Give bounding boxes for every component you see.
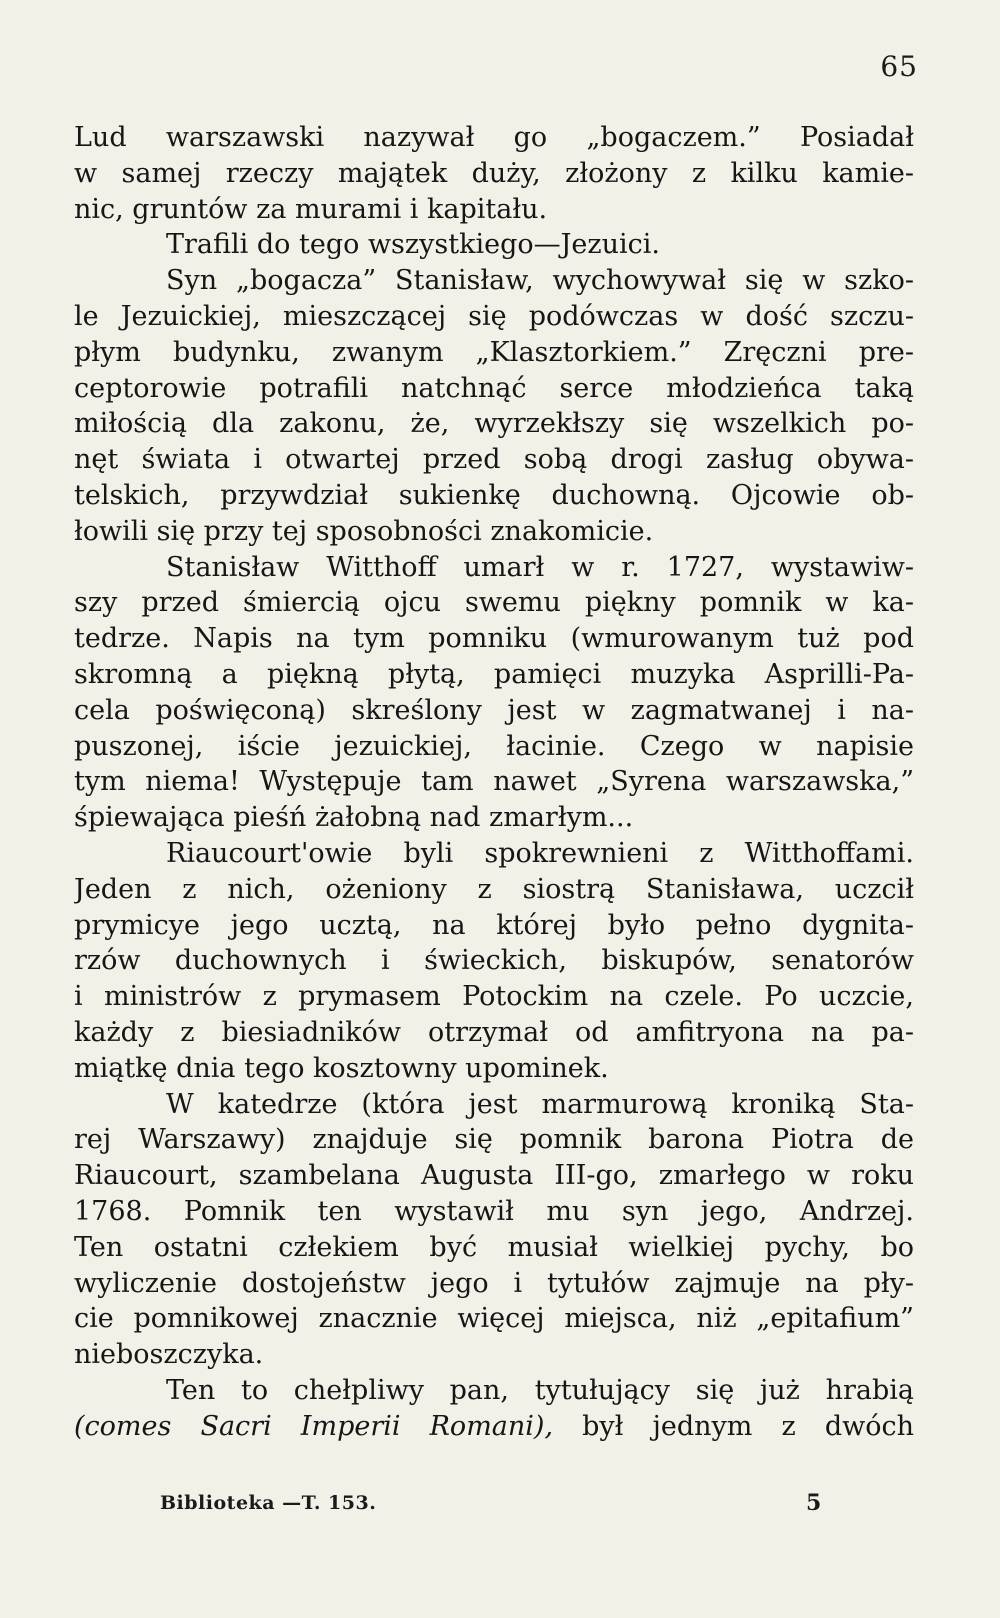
text-line: cela poświęconą) skreślony jest w zagmatwanej i na- (74, 694, 914, 726)
text-line: Lud warszawski nazywał go „bogaczem.” Posiadał (74, 122, 914, 153)
text-line: każdy z biesiadników otrzymał od amfitryona na pa- (74, 1016, 914, 1048)
footer-signature: Biblioteka —T. 153. (160, 1492, 377, 1514)
body-text (74, 120, 914, 1444)
text-line: telskich, przywdział sukienkę duchowną. Ojcowie ob- (74, 479, 914, 511)
footer-sheet-number: 5 (806, 1490, 822, 1516)
text-line: le Jezuickiej, mieszczącej się podówczas w dość szczu- (74, 300, 914, 332)
text-line: cie pomnikowej znacznie więcej miejsca, niż „epitafium” (74, 1303, 914, 1335)
text-line: tym niema! Występuje tam nawet „Syrena warszawska,” (74, 766, 914, 798)
text-line: tedrze. Napis na tym pomniku (wmurowanym tuż pod (74, 623, 914, 655)
text-line: łowili się przy tej sposobności znakomicie. (74, 515, 654, 547)
text-line: Ten ostatni człekiem być musiał wielkiej pychy, bo (74, 1231, 914, 1263)
text-line: W katedrze (która jest marmurową kroniką Sta- (166, 1088, 914, 1120)
text-line: Ten to chełpliwy pan, tytułujący się już hrabią (166, 1374, 914, 1406)
text-line: skromną a piękną płytą, pamięci muzyka Asprilli-Pa- (74, 658, 914, 690)
text-line: rzów duchownych i świeckich, biskupów, senatorów (74, 945, 914, 977)
text-line: nęt świata i otwartej przed sobą drogi zasług obywa- (74, 444, 914, 476)
italic-latin-title: (comes Sacri Imperii Romani), (74, 1410, 554, 1442)
text-line: Riaucourt'owie byli spokrewnieni z Witthoffami. (166, 837, 914, 869)
text-line: 1768. Pomnik ten wystawił mu syn jego, Andrzej. (74, 1195, 914, 1227)
text-line: ceptorowie potrafili natchnąć serce młodzieńca taką (74, 372, 914, 404)
text-line: Stanisław Witthoff umarł w r. 1727, wystawiw- (166, 551, 914, 583)
text-line: nieboszczyka. (74, 1339, 264, 1371)
text-line: Trafili do tego wszystkiego—Jezuici. (166, 229, 661, 261)
text-line: w samej rzeczy majątek duży, złożony z kilku kamie- (74, 157, 914, 189)
text-line: śpiewająca pieśń żałobną nad zmarłym... (74, 802, 634, 834)
text-line: prymicye jego ucztą, na której było pełno dygnita- (74, 909, 914, 941)
text-line: miłością dla zakonu, że, wyrzekłszy się wszelkich po- (74, 408, 914, 440)
text-line: puszonej, iście jezuickiej, łacinie. Czego w napisie (74, 730, 914, 762)
text-line: i ministrów z prymasem Potockim na czele. Po uczcie, (74, 981, 914, 1013)
text-line-rest: był jednym z dwóch (553, 1410, 914, 1442)
text-line: Riaucourt, szambelana Augusta III-go, zmarłego w roku (74, 1160, 914, 1192)
text-line: nic, gruntów za murami i kapitału. (74, 193, 548, 225)
page-number: 65 (880, 50, 918, 83)
text-line: rej Warszawy) znajduje się pomnik barona Piotra de (74, 1124, 914, 1156)
text-line: Syn „bogacza” Stanisław, wychowywał się w szko- (166, 265, 914, 297)
text-line: miątkę dnia tego kosztowny upominek. (74, 1052, 609, 1084)
text-line: Jeden z nich, ożeniony z siostrą Stanisława, uczcił (74, 873, 914, 905)
text-line: szy przed śmiercią ojcu swemu piękny pomnik w ka- (74, 587, 914, 619)
text-line: płym budynku, zwanym „Klasztorkiem.” Zręczni pre- (74, 336, 914, 368)
text-line-final (74, 1409, 914, 1445)
text-line: wyliczenie dostojeństw jego i tytułów zajmuje na pły- (74, 1267, 914, 1299)
